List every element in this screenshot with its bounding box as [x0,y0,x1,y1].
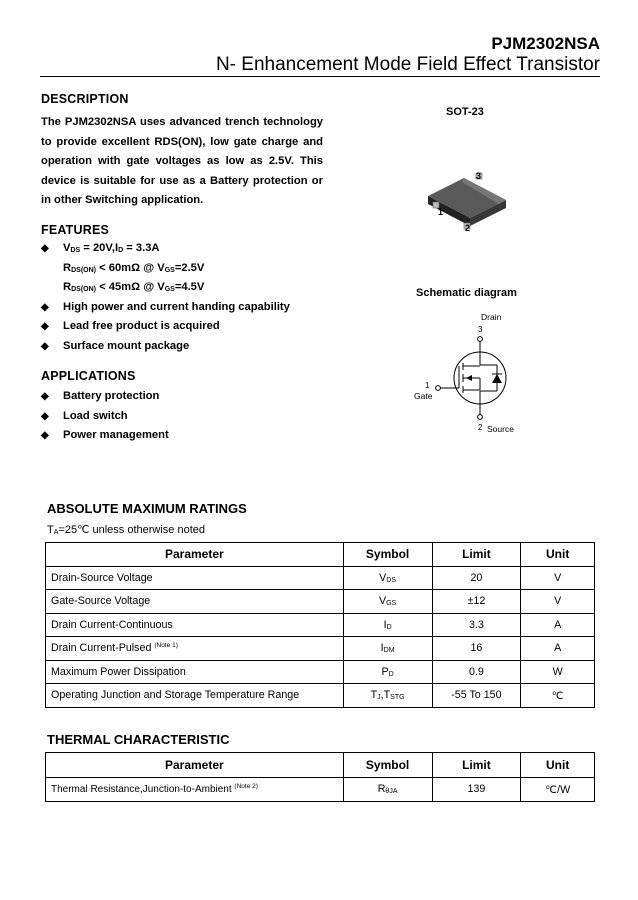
unit-cell: A [521,637,595,661]
diamond-bullet-icon: ◆ [41,391,49,402]
applications-list [41,387,169,446]
application-item: ◆ Battery protection [41,387,169,407]
feature-rds-45: $R_{DS(ON)} < 45m\Omega$ @ $V_{GS}=4.5V$ [63,281,205,294]
ratings-condition: $T_A=25℃$ unless otherwise noted [47,524,205,536]
feature-item: ◆ High power and current handing capability [41,298,290,318]
feature-rds-25: $R_{DS(ON)} < 60m\Omega$ @ $V_{GS}=2.5V$ [63,261,205,274]
ratings-heading: ABSOLUTE MAXIMUM RATINGS [47,501,247,516]
limit-cell: -55 To 150 [432,684,521,708]
applications-heading: APPLICATIONS [41,369,136,383]
ratings-table [45,542,595,708]
table-row [46,613,595,637]
column-header: Unit [521,543,595,567]
symbol-cell: $P_D$ [343,660,432,684]
column-header: Symbol [343,753,432,778]
symbol-cell: $V_{GS}$ [343,590,432,614]
document-subtitle: N- Enhancement Mode Field Effect Transistor [215,54,600,75]
table-row [46,778,595,802]
column-header: Parameter [46,543,344,567]
unit-cell: V [521,590,595,614]
gate-label: Gate [414,391,433,401]
feature-vds: ◆ $V_{DS} = 20V,I_D = 3.3A$ [41,239,290,259]
table-row [46,660,595,684]
application-item: ◆ Power management [41,426,169,446]
application-item: ◆ Load switch [41,407,169,427]
thermal-heading: THERMAL CHARACTERISTIC [47,732,230,747]
description-text: The PJM2302NSA uses advanced trench technology to provide excellent RDS(ON), low gate charge and operation with gate voltages as low as 2.5V. This device is suitable for use as a Battery protection or in other Switching application. [41,116,323,207]
features-list [41,239,290,357]
diamond-bullet-icon: ◆ [41,301,49,313]
feature-item: ◆ Lead free product is acquired [41,317,290,337]
table-row [46,590,595,614]
feature-item: ◆ Surface mount package [41,337,290,357]
table-row [46,684,595,708]
parameter-cell: Operating Junction and Storage Temperature Range [46,684,344,708]
pin-3-label: 3 [476,171,482,181]
parameter-cell: Drain Current-Continuous [46,613,344,637]
parameter-cell: Maximum Power Dissipation [46,660,344,684]
symbol-cell: $I_{DM}$ [343,637,432,661]
diamond-bullet-icon: ◆ [41,430,49,442]
limit-cell: 139 [432,778,521,802]
pin-1-label: 1 [438,207,444,217]
unit-cell: ℃ [521,684,595,708]
column-header: Symbol [343,543,432,567]
description-heading: DESCRIPTION [41,92,129,106]
limit-cell: 0.9 [432,660,521,684]
parameter-cell: Thermal Resistance,Junction-to-Ambient $^{(Note 2)}$ [46,778,344,802]
sot23-package-image [420,160,520,235]
thermal-table [45,752,595,802]
package-label: SOT-23 [446,106,484,118]
diamond-bullet-icon: ◆ [41,410,49,422]
unit-cell: W [521,660,595,684]
limit-cell: 20 [432,566,521,590]
diamond-bullet-icon: ◆ [41,321,49,333]
table-header-row [46,543,595,567]
features-heading: FEATURES [41,223,110,237]
table-row [46,637,595,661]
limit-cell: 3.3 [432,613,521,637]
unit-cell: A [521,613,595,637]
column-header: Unit [521,753,595,778]
header-rule [40,76,600,77]
table-header-row [46,753,595,778]
symbol-cell: $I_D$ [343,613,432,637]
unit-cell: ℃/W [521,778,595,802]
source-label: Source [487,424,514,434]
drain-label: Drain [481,312,502,322]
symbol-cell: $R_{\theta JA}$ [343,778,432,802]
gate-pin-number: 1 [425,381,430,390]
schematic-heading: Schematic diagram [416,287,517,299]
column-header: Limit [432,543,521,567]
symbol-cell: $V_{DS}$ [343,566,432,590]
part-number: PJM2302NSA [491,34,600,53]
diamond-bullet-icon: ◆ [41,243,49,254]
symbol-cell: $T_J,T_{STG}$ [343,684,432,708]
column-header: Limit [432,753,521,778]
mosfet-schematic [405,308,530,438]
pin-2-label: 2 [465,223,471,233]
limit-cell: 16 [432,637,521,661]
parameter-cell: Drain Current-Pulsed $^{(Note 1)}$ [46,637,344,661]
drain-pin-number: 3 [478,325,483,334]
column-header: Parameter [46,753,344,778]
diamond-bullet-icon: ◆ [41,340,49,352]
limit-cell: ±12 [432,590,521,614]
parameter-cell: Gate-Source Voltage [46,590,344,614]
parameter-cell: Drain-Source Voltage [46,566,344,590]
table-row [46,566,595,590]
source-pin-number: 2 [478,423,483,432]
unit-cell: V [521,566,595,590]
